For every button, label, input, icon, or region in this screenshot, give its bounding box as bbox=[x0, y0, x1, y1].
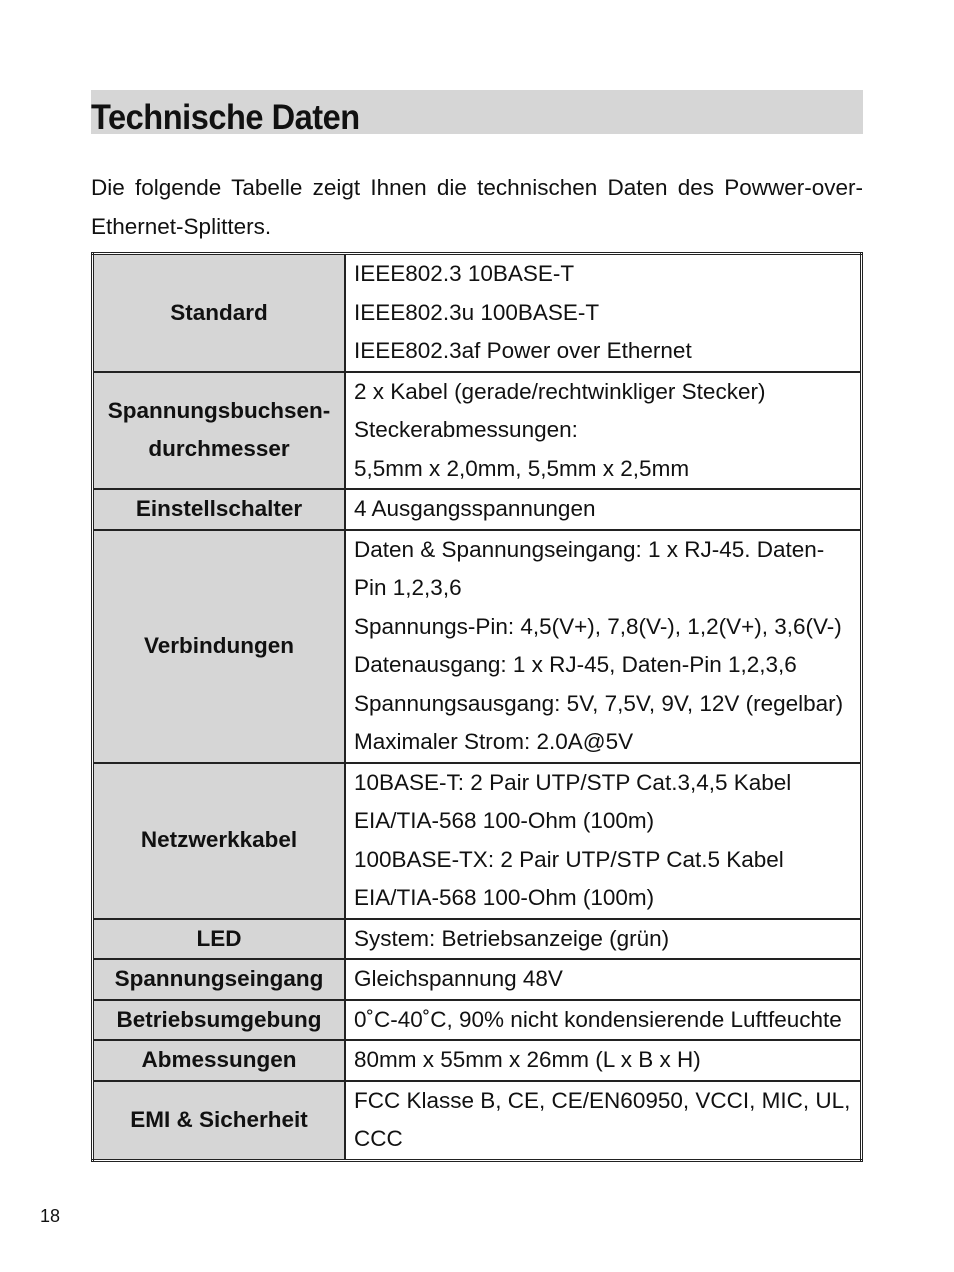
value-line: Maximaler Strom: 2.0A@5V bbox=[354, 729, 634, 754]
table-row bbox=[93, 489, 862, 530]
table-row bbox=[93, 530, 862, 763]
row-label: Spannungsbuchsen-durchmesser bbox=[93, 372, 346, 490]
row-label: Netzwerkkabel bbox=[93, 763, 346, 919]
value-line: EIA/TIA-568 100-Ohm (100m) bbox=[354, 885, 655, 910]
table-row bbox=[93, 1081, 862, 1161]
value-line: Steckerabmessungen: bbox=[354, 417, 578, 442]
row-label: Spannungseingang bbox=[93, 959, 346, 1000]
value-line: IEEE802.3af Power over Ethernet bbox=[354, 338, 692, 363]
row-value bbox=[345, 1081, 862, 1161]
row-value bbox=[345, 530, 862, 763]
value-line: 4 Ausgangsspannungen bbox=[354, 496, 596, 521]
value-line: Spannungsausgang: 5V, 7,5V, 9V, 12V (regelbar) bbox=[354, 690, 844, 716]
table-row bbox=[93, 919, 862, 960]
row-label: Verbindungen bbox=[93, 530, 346, 763]
table-row bbox=[93, 372, 862, 490]
value-line: 0˚C-40˚C, 90% nicht kondensierende Luftfeuchte bbox=[354, 1006, 842, 1032]
value-line: 2 x Kabel (gerade/rechtwinkliger Stecker) bbox=[354, 378, 766, 404]
row-label: Standard bbox=[93, 254, 346, 372]
row-value bbox=[345, 763, 862, 919]
value-line: System: Betriebsanzeige (grün) bbox=[354, 925, 670, 951]
table-row bbox=[93, 254, 862, 372]
row-label: Abmessungen bbox=[93, 1040, 346, 1081]
value-line: Gleichspannung 48V bbox=[354, 966, 563, 991]
value-line: 80mm x 55mm x 26mm (L x B x H) bbox=[354, 1047, 701, 1072]
page-title: Technische Daten bbox=[91, 98, 360, 137]
row-value bbox=[345, 1000, 862, 1041]
table-row bbox=[93, 959, 862, 1000]
row-label: Betriebsumgebung bbox=[93, 1000, 346, 1041]
value-line: 100BASE-TX: 2 Pair UTP/STP Cat.5 Kabel bbox=[354, 846, 784, 872]
value-line: Daten & Spannungseingang: 1 x RJ-45. Daten-Pin 1,2,3,6 bbox=[354, 536, 825, 600]
intro-paragraph: Die folgende Tabelle zeigt Ihnen die technischen Daten des Powwer-over-Ethernet-Splitters. bbox=[91, 175, 863, 239]
value-line: IEEE802.3u 100BASE-T bbox=[354, 299, 600, 325]
value-line: 5,5mm x 2,0mm, 5,5mm x 2,5mm bbox=[354, 455, 690, 481]
table-row bbox=[93, 763, 862, 919]
page-number: 18 bbox=[40, 1206, 61, 1226]
table-row bbox=[93, 1040, 862, 1081]
value-line: IEEE802.3 10BASE-T bbox=[354, 261, 575, 286]
table-row bbox=[93, 1000, 862, 1041]
value-line: Spannungs-Pin: 4,5(V+), 7,8(V-), 1,2(V+), 3,6(V-) bbox=[354, 613, 842, 639]
row-value bbox=[345, 1040, 862, 1081]
row-value bbox=[345, 919, 862, 960]
spec-table bbox=[91, 252, 863, 1162]
row-value bbox=[345, 959, 862, 1000]
row-label: LED bbox=[93, 919, 346, 960]
row-label: Einstellschalter bbox=[93, 489, 346, 530]
value-line: Datenausgang: 1 x RJ-45, Daten-Pin 1,2,3,6 bbox=[354, 652, 797, 677]
value-line: FCC Klasse B, CE, CE/EN60950, VCCI, MIC, UL, CCC bbox=[354, 1087, 851, 1151]
value-line: EIA/TIA-568 100-Ohm (100m) bbox=[354, 808, 655, 833]
value-line: 10BASE-T: 2 Pair UTP/STP Cat.3,4,5 Kabel bbox=[354, 769, 792, 795]
row-label: EMI & Sicherheit bbox=[93, 1081, 346, 1161]
row-value bbox=[345, 372, 862, 490]
row-value bbox=[345, 489, 862, 530]
row-value bbox=[345, 254, 862, 372]
